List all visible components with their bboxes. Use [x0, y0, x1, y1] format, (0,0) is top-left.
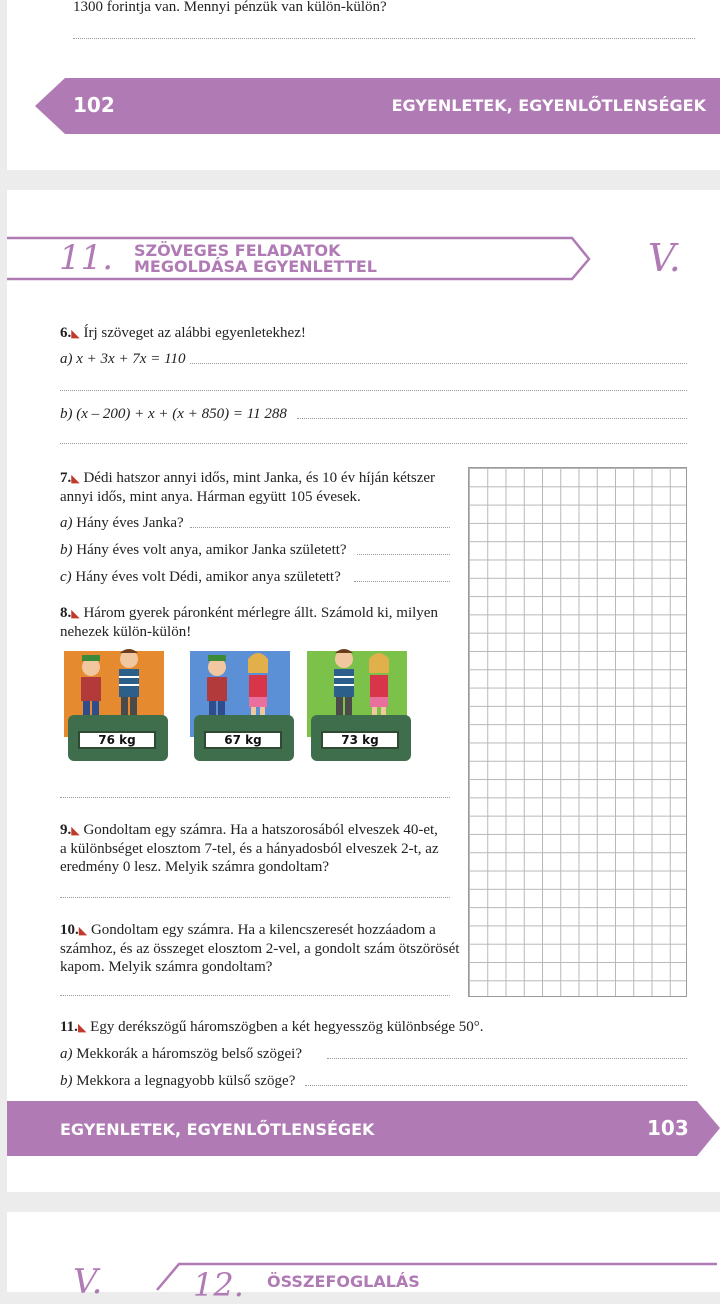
task-9-heading: [60, 821, 462, 876]
item-text: Hány éves volt Dédi, amikor anya született?: [75, 569, 341, 585]
answer-line: [190, 363, 687, 364]
item-text: x + 3x + 7x = 110: [76, 351, 186, 367]
item-text: Hány éves volt anya, amikor Janka született?: [76, 542, 347, 558]
task-number: 9.: [60, 822, 72, 838]
answer-line: [60, 995, 450, 996]
item-label: a): [60, 515, 73, 531]
scale-weight-display: 73 kg: [321, 731, 399, 749]
task-7c: [60, 568, 341, 586]
task-text-line: nehezek külön-külön!: [60, 624, 192, 640]
answer-line: [190, 527, 450, 528]
difficulty-icon: ◣: [78, 924, 88, 937]
task-6b: [60, 405, 287, 423]
page-footer-title: EGYENLETEK, EGYENLŐTLENSÉGEK: [60, 1120, 375, 1139]
chapter-roman-numeral: V.: [648, 236, 681, 280]
next-page-roman-numeral: V.: [73, 1262, 103, 1302]
item-text: Mekkorák a háromszög belső szögei?: [76, 1046, 303, 1062]
task-text-line: annyi idős, mint anya. Hárman együtt 105 évesek.: [60, 489, 361, 505]
task-text-line: számhoz, és az összeget elosztom 2-vel, a gondolt szám ötszörösét: [60, 941, 460, 957]
item-text: Mekkora a legnagyobb külső szöge?: [76, 1073, 296, 1089]
item-label: a): [60, 351, 73, 367]
task-11-heading: [60, 1018, 484, 1037]
task-text-line: eredmény 0 lesz. Melyik számra gondoltam?: [60, 859, 330, 875]
item-text: Hány éves Janka?: [76, 515, 184, 531]
answer-line: [357, 554, 450, 555]
task-number: 7.: [60, 470, 72, 486]
item-label: c): [60, 569, 72, 585]
difficulty-icon: ◣: [71, 607, 80, 620]
task-text-line: Gondoltam egy számra. Ha a hatszorosából elveszek 40-et,: [83, 822, 438, 838]
previous-page-footer-title: EGYENLETEK, EGYENLŐTLENSÉGEK: [391, 96, 706, 115]
task-10-heading: [60, 921, 462, 976]
answer-line: [305, 1085, 687, 1086]
scale-illustration-2: [190, 645, 298, 763]
answer-line: [60, 797, 450, 798]
task-number: 11.: [60, 1019, 78, 1035]
chapter-title: [134, 243, 377, 275]
chapter-title-line2: MEGOLDÁSA EGYENLETTEL: [134, 257, 377, 276]
task-7b: [60, 541, 347, 559]
task-number: 6.: [60, 325, 72, 341]
task-7a: [60, 514, 184, 532]
previous-page-text: 1300 forintja van. Mennyi pénzük van külön-külön?: [73, 0, 387, 15]
item-label: b): [60, 1073, 73, 1089]
task-8-heading: [60, 604, 460, 641]
scale-weight-display: 67 kg: [204, 731, 282, 749]
answer-line: [327, 1058, 687, 1059]
task-7-heading: [60, 469, 460, 506]
task-text-line: Három gyerek páronként mérlegre állt. Számold ki, milyen: [83, 605, 438, 621]
difficulty-icon: ◣: [71, 472, 80, 485]
difficulty-icon: ◣: [77, 1021, 87, 1034]
difficulty-icon: ◣: [71, 327, 80, 340]
next-page: [7, 1212, 720, 1304]
task-text: Egy derékszögű háromszögben a két hegyesszög különbsége 50°.: [90, 1019, 484, 1035]
task-6a: [60, 350, 185, 368]
answer-line: [297, 418, 687, 419]
previous-page-number: 102: [73, 93, 115, 117]
answer-line: [60, 443, 687, 444]
chapter-number: 11.: [59, 238, 114, 278]
task-text-line: kapom. Melyik számra gondoltam?: [60, 959, 273, 975]
answer-line: [73, 38, 695, 39]
item-label: b): [60, 542, 73, 558]
item-text: (x – 200) + x + (x + 850) = 11 288: [76, 406, 287, 422]
scale-illustration-1: [64, 645, 172, 763]
task-11b: [60, 1072, 295, 1090]
answer-line: [60, 897, 450, 898]
item-label: a): [60, 1046, 73, 1062]
item-label: b): [60, 406, 73, 422]
answer-line: [60, 390, 687, 391]
task-number: 8.: [60, 605, 72, 621]
task-text-line: a különbséget elosztom 7-tel, és a hányadosból elveszek 2-t, az: [60, 841, 439, 857]
task-text-line: Dédi hatszor annyi idős, mint Janka, és 10 év híján kétszer: [83, 470, 436, 486]
answer-line: [354, 581, 450, 582]
next-chapter-number: 12.: [193, 1266, 244, 1304]
difficulty-icon: ◣: [71, 824, 80, 837]
task-6-heading: [60, 324, 306, 343]
squared-grid: [468, 467, 687, 997]
chapter-title-line1: SZÖVEGES FELADATOK: [134, 241, 341, 260]
previous-page: [7, 0, 720, 170]
page-103: [7, 190, 720, 1192]
task-11a: [60, 1045, 302, 1063]
next-chapter-title: ÖSSZEFOGLALÁS: [267, 1272, 420, 1291]
task-text-line: Gondoltam egy számra. Ha a kilencszeresét hozzáadom a: [90, 922, 436, 938]
scale-weight-display: 76 kg: [78, 731, 156, 749]
task-number: 10.: [60, 922, 79, 938]
task-text: Írj szöveget az alábbi egyenletekhez!: [83, 325, 306, 341]
page-number: 103: [647, 1116, 689, 1140]
scale-illustration-3: [307, 645, 415, 763]
